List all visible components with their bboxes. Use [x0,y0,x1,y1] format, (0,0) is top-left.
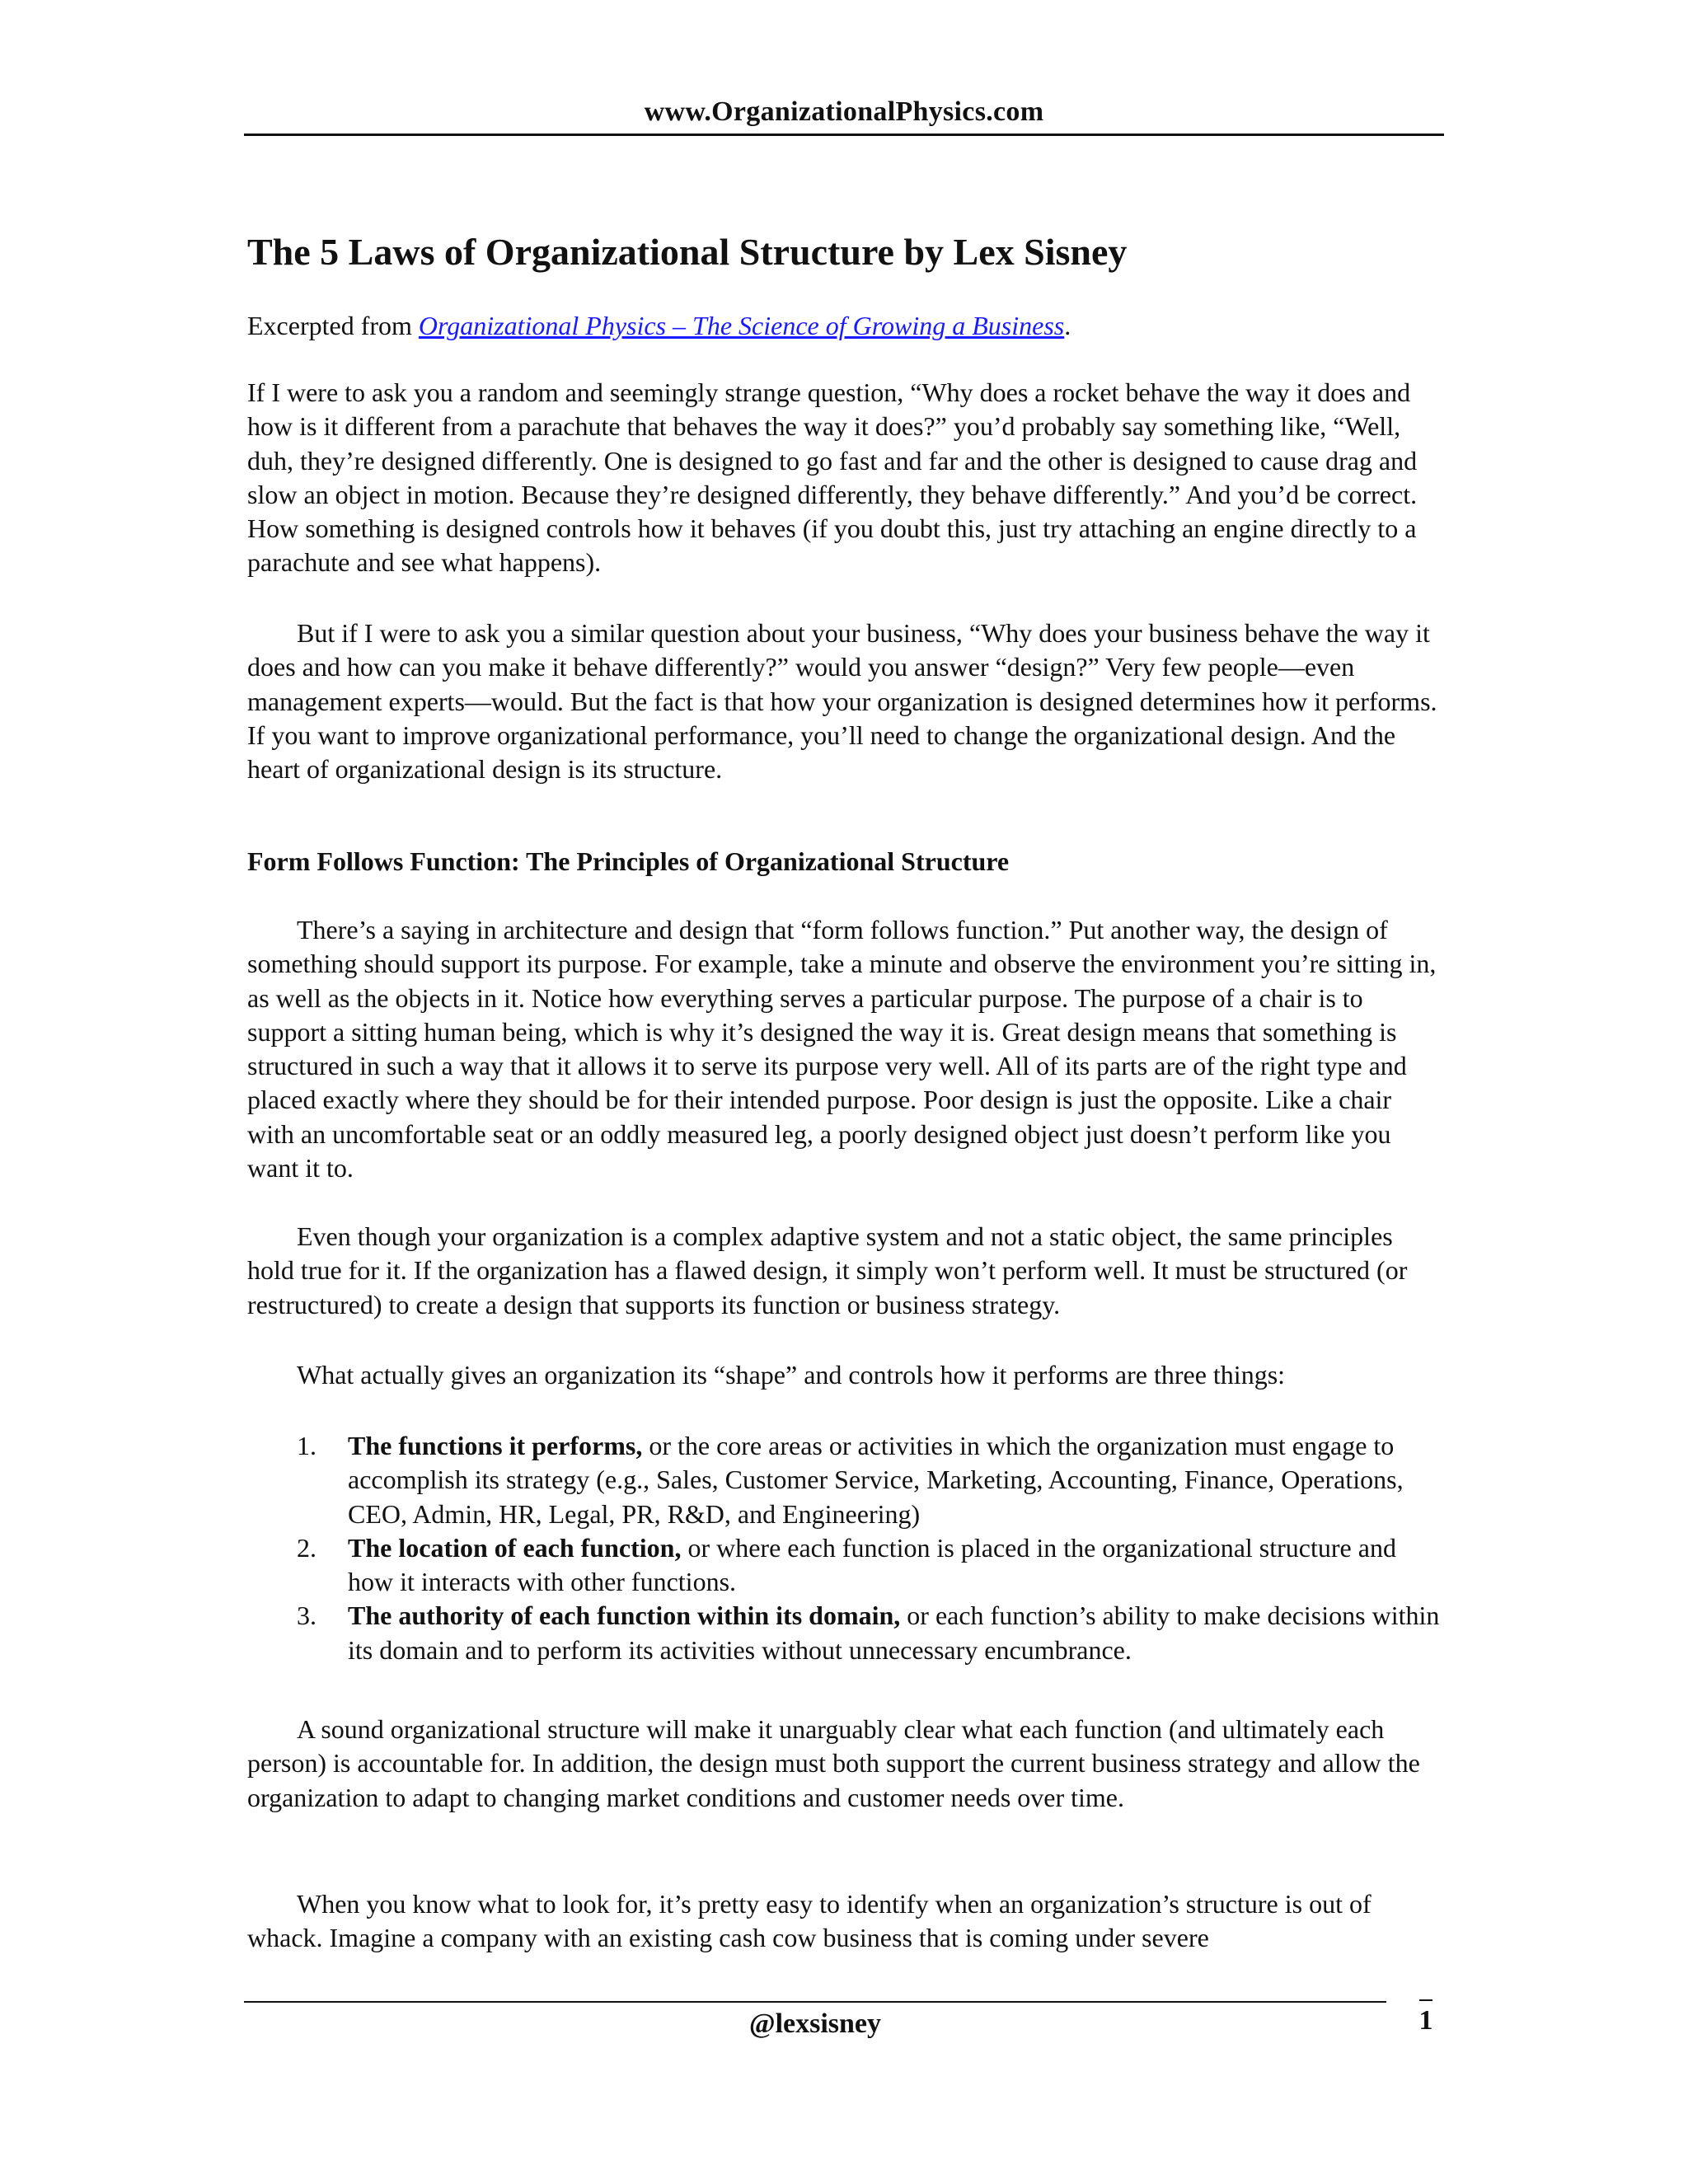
footer-handle: @lexsisney [748,2008,882,2039]
book-link[interactable]: Organizational Physics – The Science of Growing a Business [418,311,1065,340]
list-item-text: or each function’s ability to make decisions within its domain and to perform its activities without unnecessary encumbrance. [348,1601,1440,1665]
list-item-number: 2. [297,1532,316,1563]
footer-rule [244,2001,1386,2003]
section-heading: Form Follows Function: The Principles of Organizational Structure [247,846,1010,876]
page-number-rule [1419,1999,1432,2001]
paragraph-7: When you know what to look for, it’s pretty easy to identify when an organization’s structure is out of whack. Imagine a company with an existing cash cow business that is coming under severe [247,1889,1372,1953]
list-item-bold: The authority of each function within its domain, [348,1601,901,1631]
page-number: 1 [1418,2005,1433,2036]
list-item [247,1599,1442,1667]
header-rule [244,134,1444,136]
paragraph-2: But if I were to ask you a similar question about your business, “Why does your business behave the way it does and how can you make it behave differently?” would you answer “design?” Very few people—even management experts—would. But the fact is that how your organization is designed determines how it performs. If you want to improve organizational performance, you’ll need to change the organizational design. And the heart of organizational design is its structure. [247,618,1437,785]
paragraph-3: There’s a saying in architecture and design that “form follows function.” Put another way, the design of something should support its purpose. For example, take a minute and observe the environment you’re sitting in, as well as the objects in it. Notice how everything serves a particular purpose. The purpose of a chair is to support a sitting human being, which is why it’s designed the way it is. Great design means that something is structured in such a way that it allows it to serve its purpose very well. All of its parts are of the right type and placed exactly where they should be for their intended purpose. Poor design is just the opposite. Like a chair with an uncomfortable seat or an oddly measured leg, a poorly designed object just doesn’t perform like you want it to. [247,915,1437,1183]
functions-list [247,1429,1442,1667]
list-item [247,1531,1442,1600]
paragraph-6: A sound organizational structure will make it unarguably clear what each function (and ultimately each person) is accountable for. In addition, the design must both support the current business strategy and allow the organization to adapt to changing market conditions and customer needs over time. [247,1714,1420,1812]
list-item [247,1429,1442,1531]
page-title: The 5 Laws of Organizational Structure by Lex Sisney [247,231,1128,273]
list-item-text: or where each function is placed in the organizational structure and how it interacts with other functions. [348,1532,1396,1597]
list-item-bold: The functions it performs, [348,1431,643,1460]
excerpt-prefix: Excerpted from [247,311,419,340]
paragraph-4: Even though your organization is a complex adaptive system and not a static object, the same principles hold true for it. If the organization has a flawed design, it simply won’t perform well. It must be structured (or restructured) to create a design that supports its function or business strategy. [247,1221,1408,1319]
list-item-number: 1. [297,1431,316,1460]
list-item-text: or the core areas or activities in which the organization must engage to accomplish its strategy (e.g., Sales, Customer Service, Marketing, Accounting, Finance, Operations, CEO, Admin, HR, Legal, PR, R&D, and Engineering) [348,1431,1404,1529]
paragraph-5: What actually gives an organization its “shape” and controls how it performs are three things: [297,1360,1286,1390]
excerpt-line [247,308,1434,343]
header-url: www.OrganizationalPhysics.com [644,96,1044,127]
list-item-number: 3. [297,1601,316,1631]
list-item-bold: The location of each function, [348,1532,682,1563]
excerpt-suffix: . [1064,311,1071,340]
paragraph-1: If I were to ask you a random and seemingly strange question, “Why does a rocket behave the way it does and how is it different from a parachute that behaves the way it does?” you’d probably say something like, “Well, duh, they’re designed differently. One is designed to go fast and far and the other is designed to cause drag and slow an object in motion. Because they’re designed differently, they behave differently.” And you’d be correct. How something is designed controls how it behaves (if you doubt this, just try attaching an engine directly to a parachute and see what happens). [247,377,1418,578]
